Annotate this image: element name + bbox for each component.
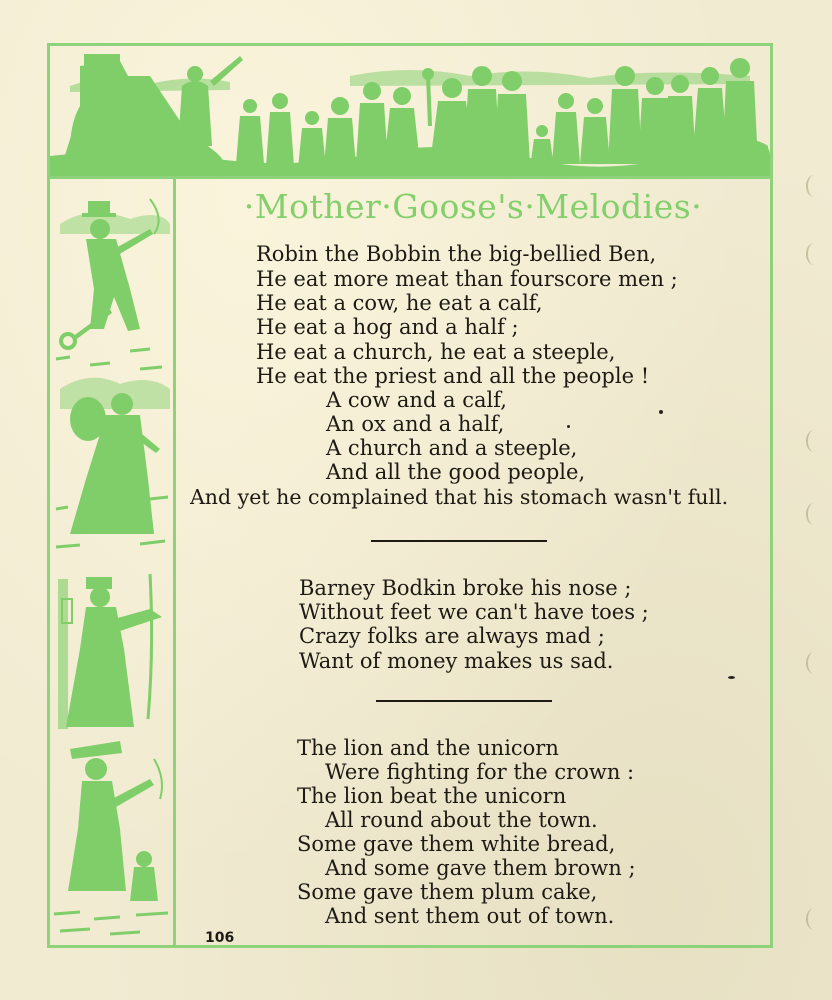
binder-hole-mark [806, 430, 822, 452]
poem-line: Robin the Bobbin the big-bellied Ben, [256, 242, 657, 266]
binder-hole-mark [806, 652, 822, 674]
page-number: 106 [205, 930, 235, 946]
poem-line: And yet he complained that his stomach wasn't full. [190, 485, 729, 509]
poem-line: The lion and the unicorn [297, 736, 559, 760]
poem-line: Some gave them plum cake, [297, 880, 598, 904]
ink-speck [659, 410, 663, 414]
binder-hole-mark [806, 908, 822, 930]
poem-line: Were fighting for the crown : [325, 760, 635, 784]
poem-line: Without feet we can't have toes ; [299, 600, 649, 624]
binder-hole-mark [806, 243, 822, 265]
poem-line: And some gave them brown ; [325, 856, 636, 880]
poem-line: Barney Bodkin broke his nose ; [299, 576, 632, 600]
poem-line: An ox and a half, [326, 412, 505, 436]
poem-line: He eat a cow, he eat a calf, [256, 291, 543, 315]
binder-hole-mark [806, 175, 822, 197]
binder-hole-mark [806, 503, 822, 525]
section-divider [371, 540, 547, 542]
poem-line: A church and a steeple, [326, 436, 578, 460]
ink-speck [728, 676, 735, 679]
poem-line: The lion beat the unicorn [297, 784, 567, 808]
poem-line: A cow and a calf, [326, 388, 507, 412]
poem-line: Want of money makes us sad. [299, 649, 614, 673]
poem-line: He eat the priest and all the people ! [256, 364, 650, 388]
section-divider [376, 700, 552, 702]
ink-speck [567, 425, 570, 428]
poem-line: Crazy folks are always mad ; [299, 624, 605, 648]
poem-line: All round about the town. [325, 808, 598, 832]
poem-line: Some gave them white bread, [297, 832, 616, 856]
poem-line: He eat more meat than fourscore men ; [256, 267, 678, 291]
poem-line: And sent them out of town. [325, 904, 615, 928]
poem-line: He eat a church, he eat a steeple, [256, 340, 616, 364]
poem-line: And all the good people, [326, 460, 586, 484]
poem-line: He eat a hog and a half ; [256, 315, 519, 339]
page-title: ·Mother·Goose's·Melodies· [243, 187, 703, 226]
